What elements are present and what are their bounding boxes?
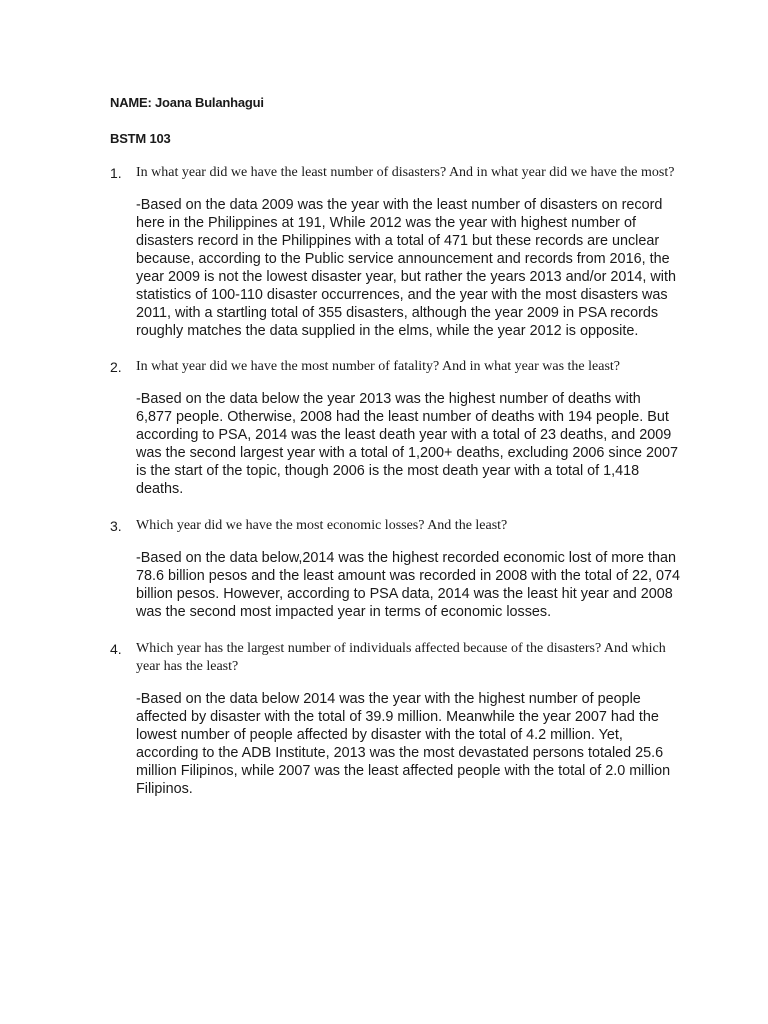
answer-text: -Based on the data 2009 was the year with the least number of disasters on record here in the Philippines at 191, While 2012 was the year with highest number of disasters record in the Philippines with a total of 471 but these records are unclear because, according to the Public service announcement and records from 2016, the year 2009 is not the lowest disaster year, but rather the years 2013 and/or 2014, with statistics of 100-110 disaster occurrences, and the year with the most disasters was 2011, with a startling total of 355 disasters, although the year 2009 in PSA records roughly matches the data supplied in the elms, while the year 2012 is opposite. [136,197,676,339]
course-code: BSTM 103 [110,131,171,146]
question-text: In what year did we have the least number of disasters? And in what year did we have the most? [136,165,675,180]
question-item-4 [110,640,680,798]
question-text: Which year did we have the most economic losses? And the least? [136,518,508,533]
answer-text: -Based on the data below 2014 was the year with the highest number of people affected by disaster with the total of 39.9 million. Meanwhile the year 2007 had the lowest number of people affected by disaster with the total of 4.2 million. Yet, according to the ADB Institute, 2013 was the most devastated persons totaled 25.6 million Filipinos, while 2007 was the least affected people with the total of 2.0 million Filipinos. [136,691,671,797]
question-item-1 [110,164,680,340]
question-item-3 [110,517,680,621]
student-name: NAME: Joana Bulanhagui [110,95,264,110]
question-text: Which year has the largest number of individuals affected because of the disasters? And which year has the least? [136,641,666,674]
answer-text: -Based on the data below,2014 was the highest recorded economic lost of more than 78.6 billion pesos and the least amount was recorded in 2008 with the total of 22, 074 billion pesos. However, according to PSA data, 2014 was the least hit year and 2008 was the second most impacted year in terms of economic losses. [136,550,681,620]
question-list [110,164,680,798]
question-number: 1. [110,165,122,181]
question-number: 3. [110,518,122,534]
question-text: In what year did we have the most number of fatality? And in what year was the least? [136,359,621,374]
question-number: 4. [110,641,122,657]
question-number: 2. [110,359,122,375]
question-item-2 [110,358,680,498]
answer-text: -Based on the data below the year 2013 was the highest number of deaths with 6,877 people. Otherwise, 2008 had the least number of deaths with 194 people. But according to PSA, 2014 was the least death year with a total of 23 deaths, and 2009 was the second largest year with a total of 1,200+ deaths, excluding 2006 since 2007 is the start of the topic, though 2006 is the most death year with a total of 1,418 deaths. [136,391,679,497]
